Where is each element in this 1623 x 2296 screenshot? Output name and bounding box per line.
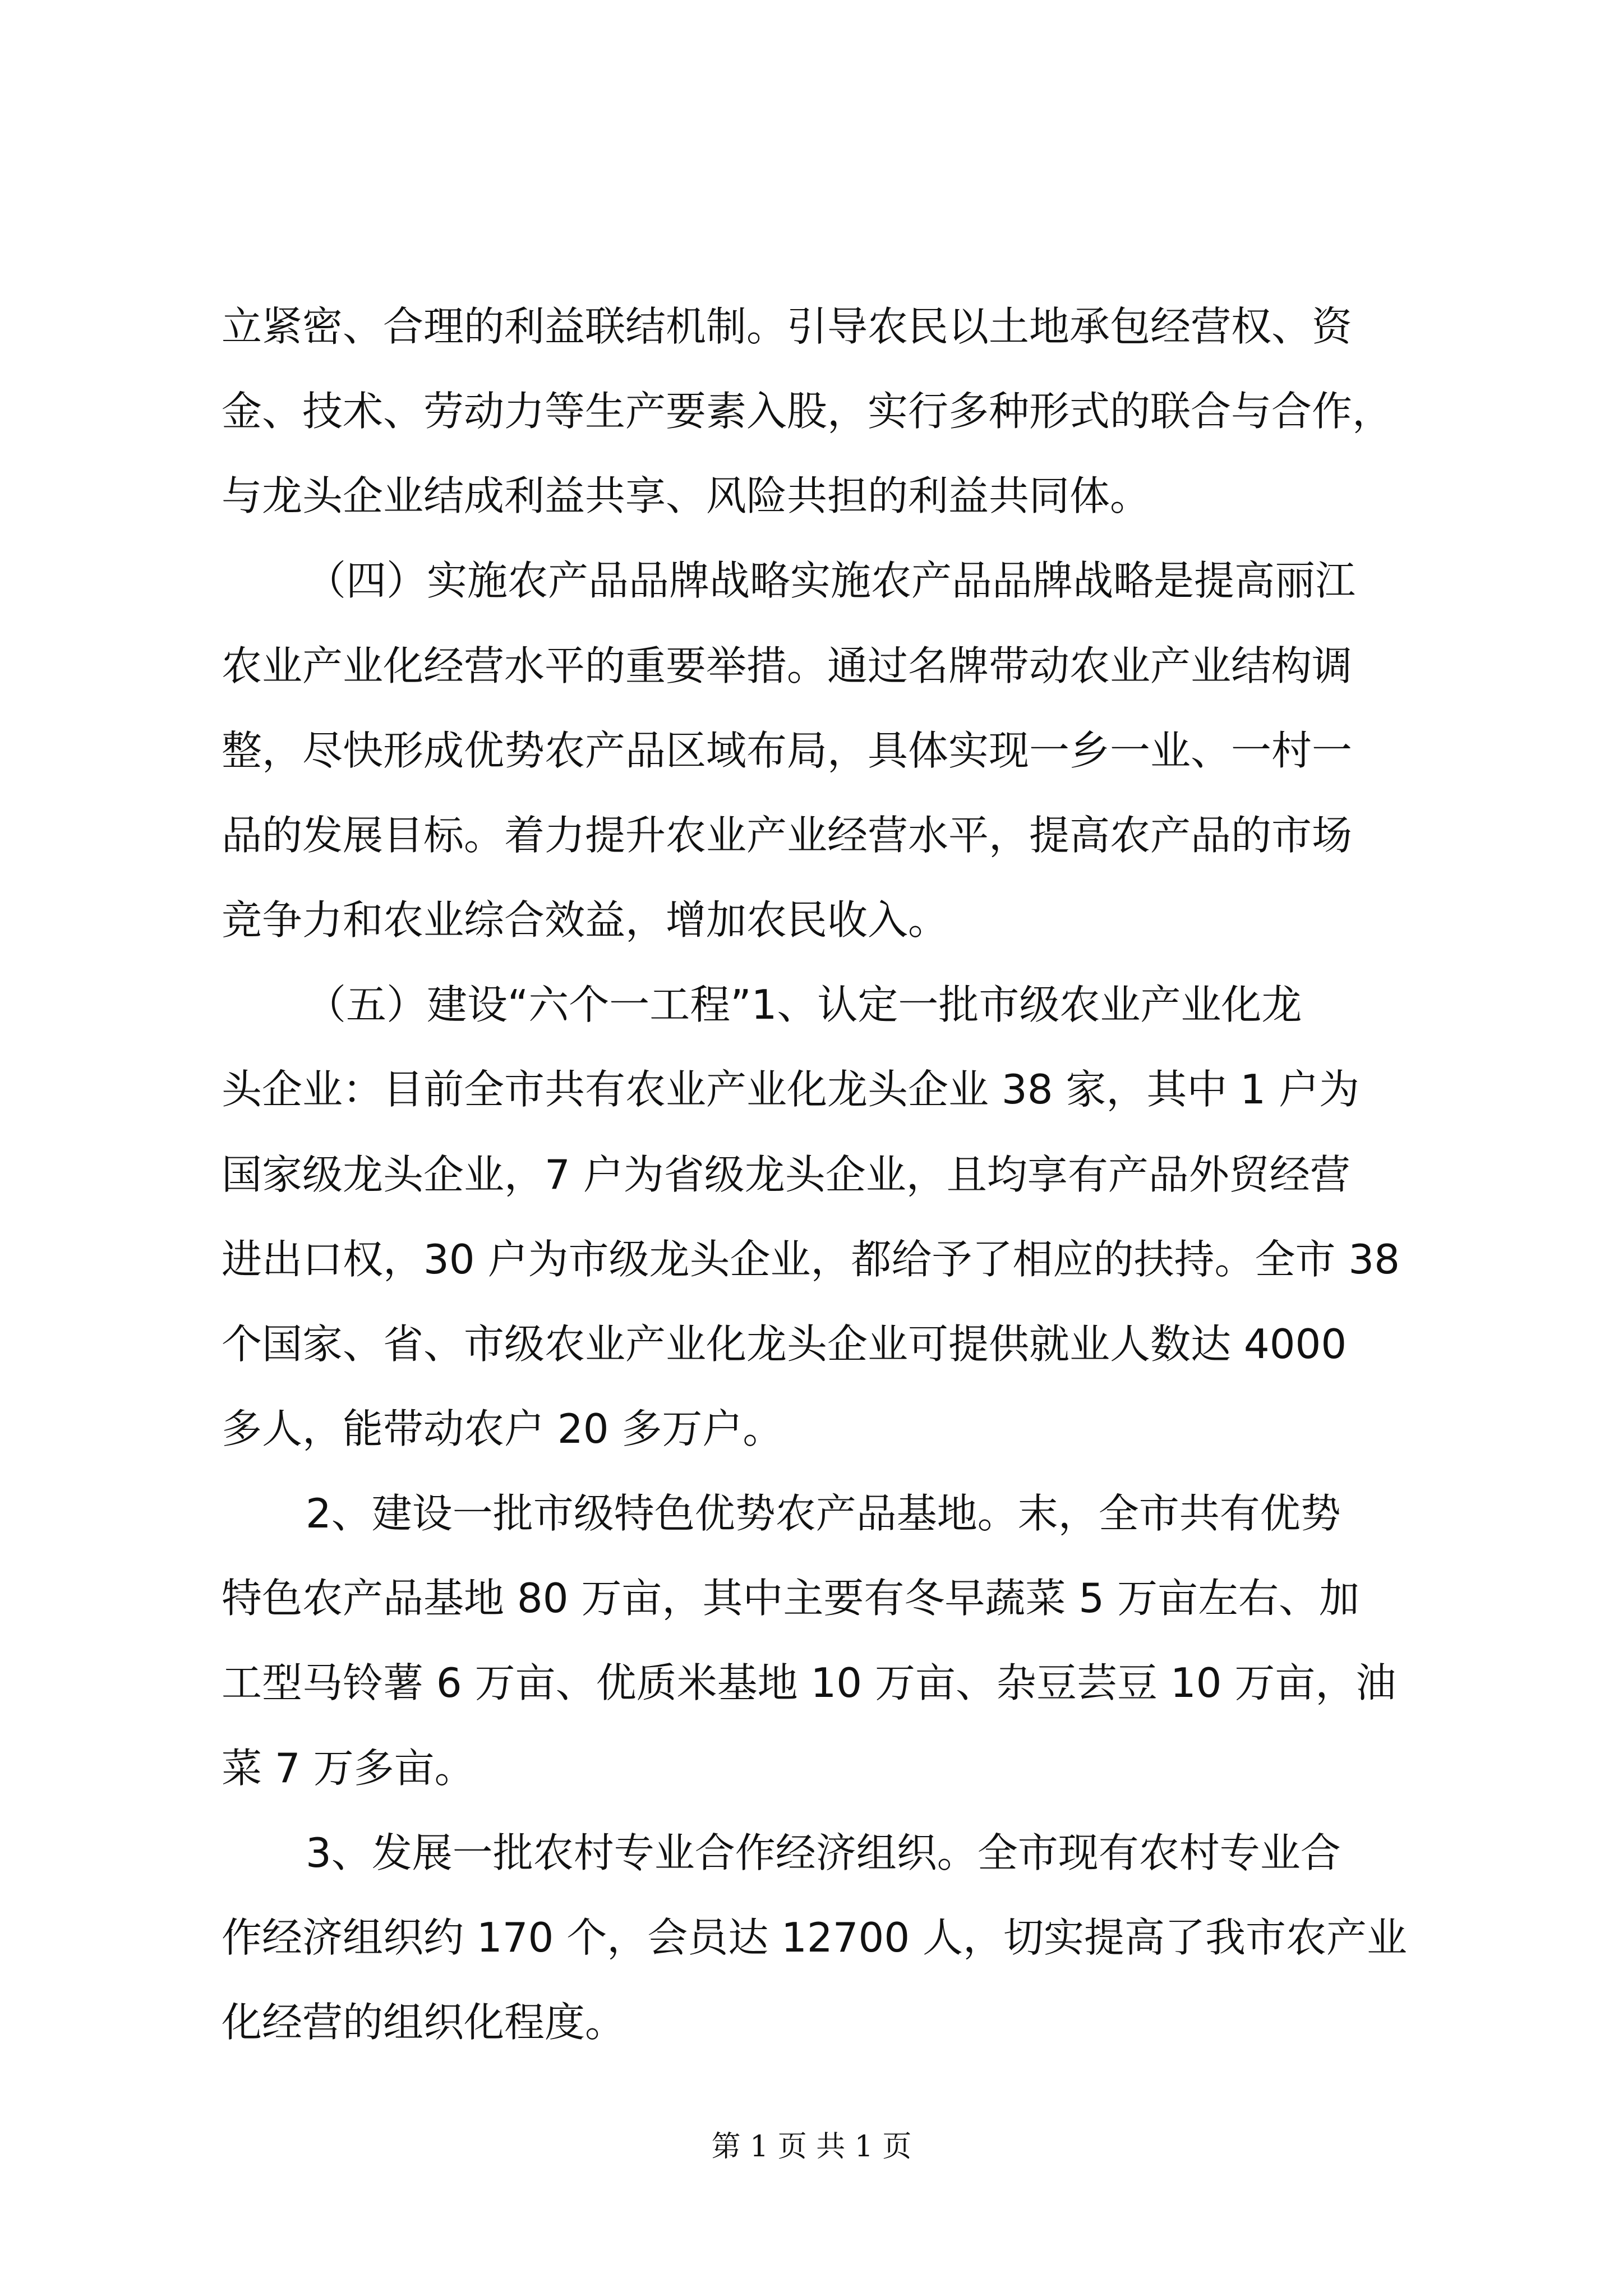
- paragraph-4-line-3: 工型马铃薯 6 万亩、优质米基地 10 万亩、杂豆芸豆 10 万亩，油: [222, 1659, 1396, 1706]
- paragraph-1-line-3: 与龙头企业结成利益共享、风险共担的利益共同体。: [222, 472, 1151, 519]
- paragraph-3-line-5: 个国家、省、市级农业产业化龙头企业可提供就业人数达 4000: [222, 1320, 1347, 1368]
- paragraph-4-line-4: 菜 7 万多亩。: [222, 1745, 475, 1792]
- paragraph-3-line-2: 头企业：目前全市共有农业产业化龙头企业 38 家，其中 1 户为: [222, 1066, 1359, 1113]
- paragraph-2-line-2: 农业产业化经营水平的重要举措。通过名牌带动农业产业结构调: [222, 642, 1353, 689]
- paragraph-4-line-2: 特色农产品基地 80 万亩，其中主要有冬早蔬菜 5 万亩左右、加: [222, 1575, 1359, 1622]
- paragraph-3-line-6: 多人，能带动农户 20 多万户。: [222, 1405, 783, 1452]
- paragraph-4-line-1: 2、建设一批市级特色优势农产品基地。末，全市共有优势: [306, 1490, 1341, 1537]
- paragraph-5-line-3: 化经营的组织化程度。: [222, 1999, 626, 2046]
- paragraph-3-line-4: 进出口权，30 户为市级龙头企业，都给予了相应的扶持。全市 38: [222, 1236, 1400, 1283]
- paragraph-5-line-2: 作经济组织约 170 个，会员达 12700 人，切实提高了我市农产业: [222, 1914, 1408, 1961]
- paragraph-3-line-1: （五）建设“六个一工程”1、认定一批市级农业产业化龙: [306, 981, 1302, 1028]
- paragraph-1-line-1: 立紧密、合理的利益联结机制。引导农民以土地承包经营权、资: [222, 303, 1353, 350]
- paragraph-2-line-4: 品的发展目标。着力提升农业产业经营水平，提高农产品的市场: [222, 812, 1353, 859]
- paragraph-2-line-3: 整，尽快形成优势农产品区域布局，具体实现一乡一业、一村一: [222, 727, 1353, 774]
- paragraph-5-line-1: 3、发展一批农村专业合作经济组织。全市现有农村专业合: [306, 1829, 1341, 1876]
- paragraph-1-line-2: 金、技术、劳动力等生产要素入股，实行多种形式的联合与合作，: [222, 388, 1393, 435]
- page-footer: 第 1 页 共 1 页: [711, 2130, 912, 2164]
- paragraph-2-line-5: 竞争力和农业综合效益，增加农民收入。: [222, 896, 949, 944]
- paragraph-2-line-1: （四）实施农产品品牌战略实施农产品品牌战略是提高丽江: [306, 557, 1356, 604]
- paragraph-3-line-3: 国家级龙头企业，7 户为省级龙头企业，且均享有产品外贸经营: [222, 1151, 1350, 1198]
